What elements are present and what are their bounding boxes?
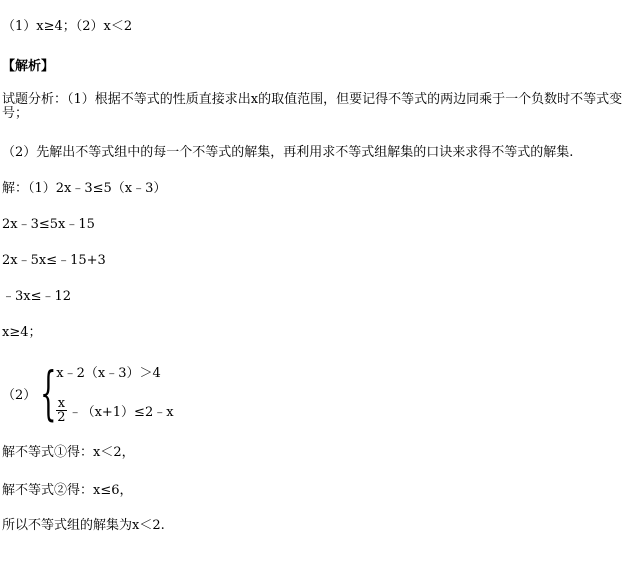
inequality-2-text: ﹣（x+1）≤2﹣x: [68, 405, 174, 420]
solution-step-4: ﹣3x≤﹣12: [2, 289, 72, 304]
inequality-system: [2, 360, 174, 426]
analysis-heading: 【解析】: [2, 59, 55, 74]
analysis-text: 试题分析：（1）根据不等式的性质直接求出x的取值范围，但要记得不等式的两边同乘于一个负数时不等式变号；: [2, 92, 623, 121]
solution-step-5: x≥4；: [2, 325, 42, 340]
fraction-denominator: 2: [57, 410, 66, 425]
result-2: 解不等式②得：x≤6，: [2, 483, 133, 498]
solution-step-1: 解：（1）2x﹣3≤5（x﹣3）: [2, 181, 167, 196]
inequality-2: [56, 397, 173, 424]
fraction: [56, 397, 66, 424]
conclusion: 所以不等式组的解集为x＜2.: [2, 518, 165, 533]
part2-method-text: （2）先解出不等式组中的每一个不等式的解集，再利用求不等式组解集的口诀来求得不等式的解集.: [2, 145, 574, 160]
fraction-numerator: x: [57, 396, 66, 411]
solution-step-3: 2x﹣5x≤﹣15+3: [2, 253, 106, 268]
inequality-1: [56, 362, 173, 381]
left-brace-icon: {: [40, 359, 57, 427]
system-label: （2）: [2, 387, 37, 403]
result-1: 解不等式①得：x＜2，: [2, 445, 135, 460]
answer-line: （1）x≥4；（2）x＜2: [2, 19, 133, 34]
solution-step-2: 2x﹣3≤5x﹣15: [2, 217, 95, 232]
system-equations: [56, 362, 173, 424]
inequality-1-text: x﹣2（x﹣3）＞4: [56, 366, 161, 381]
